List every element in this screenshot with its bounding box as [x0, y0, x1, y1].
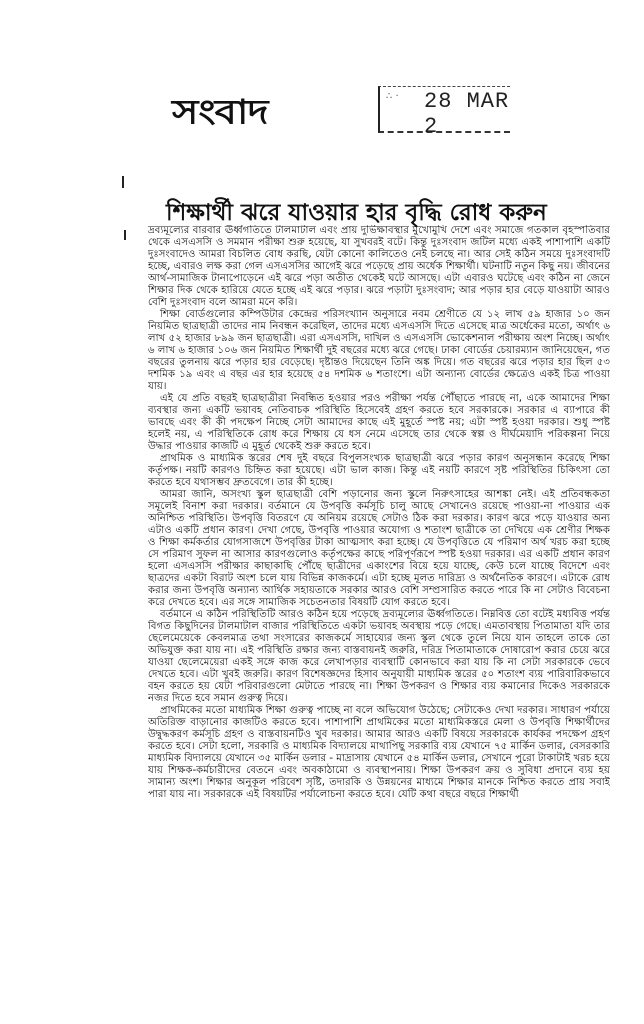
- paragraph: দ্রব্যমূল্যের বারবার ঊর্ধ্বগতিতে টালমাটাল এবং প্রায় দুর্ভিক্ষাবস্থার মুখোমুখি দেশে এবং সমাজে গতকাল বৃহস্পতিবার থেকে এসএসসি ও সমমান পরীক্ষা শুরু হয়েছে, যা সুখবরই বটে। কিন্তু দুঃসংবাদ জটিল মধ্যে একই পাশাপাশি একটি দুঃসংবাদেও আমরা বিচলিত বোধ করছি, যেটা কোনো কালিতেও নেই চলছে না। আর সেই কঠিন সময়ে দুঃসংবাদটি হচ্ছে, এবারও লক্ষ করা গেল এসএসসির আগেই ঝরে পড়েছে প্রায় অর্ধেক শিক্ষার্থী। ঘটনাটি নতুন কিছু নয়। জীবনের আর্থ-সামাজিক টানাপোড়েনে এই ঝরে পড়া অতীত থেকেই ঘটে আসছে। এটা এবারও ঘটেছে এবং কঠিন না জেনে শিক্ষার দিক থেকে হারিয়ে যেতে হচ্ছে এই ঝরে পড়ার। ঝরে পড়াটা দুঃসংবাদ; আর পড়ার হার বেড়ে যাওয়াটা আরও বেশি দুঃসংবাদ বলে আমরা মনে করি।: [148, 225, 610, 308]
- article-body: [148, 225, 610, 887]
- newspaper-masthead: সংবাদ: [172, 92, 268, 132]
- paragraph: প্রাথমিকের মতো মাধ্যমিক শিক্ষা গুরুত্ব পাচ্ছে না বলে অভিযোগ উঠেছে; সেটাকেও দেখা দরকার। সাধারণ পর্যায়ে অতিরিক্ত বাড়ানোর কাজটিও করতে হবে। পাশাপাশি প্রাথমিকের মতো মাধ্যমিকস্তরে মেলা ও উপবৃত্তি শিক্ষার্থীদের উদ্বুদ্ধকরণ কর্মসূচি গ্রহণ ও বাস্তবায়নটিও খুব দরকার। আমার আরও একটি বিষয়ে সরকারকে কার্যকর পদক্ষেপ গ্রহণ করতে হবে। সেটা হলো, সরকারি ও মাধ্যমিক বিদ্যালয়ে মাথাপিছু সরকারি ব্যয় যেখানে ৭৫ মার্কিন ডলার, বেসরকারি মাধ্যমিক বিদ্যালয়ে যেখানে ৩৫ মার্কিন ডলার - মাদ্রাসায় যেখানে ৫৪ মার্কিন ডলার, সেখানে পুরো টাকাটাই খরচ হয়ে যায় শিক্ষক-কর্মচারীদের বেতনে এবং অবকাঠামো ও ব্যবস্থাপনায়। শিক্ষা উপকরণ ক্রয় ও সুবিধা প্রদানে ব্যয় হয় সামান্য অংশ। শিক্ষার অনুকূল পরিবেশ সৃষ্টি, তদারকি ও উন্নয়নের মাধ্যমে শিক্ষার মানকে নিশ্চিত করতে প্রায় সবাই পারা যায় না। সরকারকে এই বিষয়টির পর্যালোচনা করতে হবে। যেটি কথা বছরে বছরে শিক্ষার্থী: [148, 705, 610, 800]
- paragraph: আমরা জানি, অসংখ্য স্কুল ছাত্রছাত্রী বেশি পড়ানোর জন্য স্কুলে নিরুৎসাহের আশঙ্কা নেই। এই প্রতিবন্ধকতা সমূলেই বিনাশ করা দরকার। বর্তমানে যে উপবৃত্তি কর্মসূচি চালু আছে সেখানেও রয়েছে পাওয়া-না পাওয়ার এক অনিশ্চিত পরিস্থিতি। উপবৃত্তি বিতরণে যে অনিয়ম রয়েছে সেটাও ঠিক করা দরকার। কারণ ঝরে পড়ে যাওয়ার অন্য এটাও একটি প্রধান কারণ। দেখা গেছে, উপবৃত্তি পাওয়ার অযোগ্য ও শতাংশ ছাত্রীকে তা দেখিয়ে এক শ্রেণীর শিক্ষক ও শিক্ষা কর্মকর্তার যোগসাজশে উপবৃত্তির টাকা আত্মসাৎ করা হচ্ছে। যে উপবৃত্তিতে যে পরিমাণ অর্থ খরচ করা হচ্ছে সে পরিমাণ সুফল না আসার কারণগুলোও কর্তৃপক্ষের কাছে পরিপূর্ণরূপে স্পষ্ট হওয়া দরকার। এর একটি প্রধান কারণ হলো এসএসসি পরীক্ষার কাছাকাছি পৌঁছে ছাত্রীদের একাংশের বিয়ে হয়ে যাচ্ছে, কেউ চলে যাচ্ছে বিদেশে এবং ছাত্রদের একটা বিরাট অংশ চলে যায় বিভিন্ন কাজকর্মে। এটা হচ্ছে মূলত দারিদ্র্য ও অর্থনৈতিক কারণে। এটাকে রোধ করার জন্য উপবৃত্তি অন্যান্য আর্থিক সহায়তাকে সরকার আরও বেশি সম্প্রসারিত করতে পারে কি না সেটাও বিবেচনা করে দেখতে হবে। এর সঙ্গে সামাজিক সচেতনতার বিষয়টি যোগ করতে হবে।: [148, 489, 610, 608]
- paragraph: এই যে প্রতি বছরই ছাত্রছাত্রীরা নিবন্ধিত হওয়ার পরও পরীক্ষা পর্যন্ত পৌঁছাতে পারছে না, একে আমাদের শিক্ষা ব্যবস্থার জন্য একটি ভয়াবহ নেতিবাচক পরিস্থিতি হিসেবেই গ্রহণ করতে হবে সরকারকে। সরকার এ ব্যাপারে কী ভাবছে এবং কী কী পদক্ষেপ নিচ্ছে সেটা আমাদের কাছে এই মুহূর্তে স্পষ্ট নয়; এটা স্পষ্ট হওয়া দরকার। শুধু স্পষ্ট হলেই নয়, এ পরিস্থিতিকে রোধ করে শিক্ষায় যে ধস নেমে এসেছে তার থেকে স্বল্প ও দীর্ঘমেয়াদি পরিকল্পনা নিয়ে উদ্ধার পাওয়ার কাজটি এ মুহূর্ত থেকেই শুরু করতে হবে।: [148, 393, 610, 452]
- stamp-smudge: ∴ ·: [386, 91, 399, 102]
- margin-mark: [122, 176, 124, 188]
- paragraph: প্রাথমিক ও মাধ্যমিক স্তরের শেষ দুই বছরে বিপুলসংখ্যক ছাত্রছাত্রী ঝরে পড়ার কারণ অনুসন্ধান করেছে শিক্ষা কর্তৃপক্ষ। নয়টি কারণও চিহ্নিত করা হয়েছে। এটা ভাল কাজ। কিন্তু এই নয়টি কারণে সৃষ্ট পরিস্থিতির চিকিৎসা তো করতে হবে যথাসম্ভব দ্রুতবেগে। তার কী হচ্ছে।: [148, 453, 610, 488]
- stamp-date: 28 MAR 2: [424, 89, 510, 139]
- date-stamp: [378, 86, 510, 139]
- paragraph: শিক্ষা বোর্ডগুলোর কম্পিউটার কেন্দ্রের পরিসংখ্যান অনুসারে নবম শ্রেণীতে যে ১২ লাখ ৫৯ হাজার ১০ জন নিয়মিত ছাত্রছাত্রী তাদের নাম নিবন্ধন করেছিল, তাদের মধ্যে এসএসসি দিতে এসেছে মাত্র অর্ধেকের মতো, অর্থাৎ ৬ লাখ ৫২ হাজার ৮৯৯ জন ছাত্রছাত্রী। এরা এসএসসি, দাখিল ও এসএসসি ভোকেশনাল পরীক্ষায় অংশ নিচ্ছে। অর্থাৎ ৬ লাখ ৬ হাজার ১০৬ জন নিয়মিত শিক্ষার্থী দুই বছরের মধ্যে ঝরে গেছে। ঢাকা বোর্ডের চেয়ারম্যান জানিয়েছেন, গত বছরের তুলনায় ঝরে পড়ার হার বেড়েছে। দৃষ্টান্তও দিয়েছেন তিনি অঙ্ক দিয়ে। গত বছরের ঝরে পড়ার হার ছিল ৫৩ দশমিক ১৯ এবং এ বছর এর হার হয়েছে ৫৪ দশমিক ৬ শতাংশে। এটা অন্যান্য বোর্ডের ক্ষেত্রেও একই চিত্র পাওয়া যায়।: [148, 309, 610, 392]
- paragraph: বর্তমানে এ কঠিন পরিস্থিতিটি আরও কঠিন হয়ে পড়েছে দ্রব্যমূল্যের ঊর্ধ্বগতিতে। নিম্নবিত্ত তো বটেই মধ্যবিত্ত পর্যন্ত বিগত কিছুদিনের টালমাটাল বাজার পরিস্থিতিতে একটা ভয়াবহ অবস্থায় পড়ে গেছে। এমতাবস্থায় পিতামাতা যদি তার ছেলেমেয়েকে কেবলমাত্র তথা সংসারের কাজকর্মে সাহায্যের জন্য স্কুল থেকে তুলে নিয়ে যান তাহলে তাকে তো অভিযুক্ত করা যায় না। এই পরিস্থিতি রক্ষার জন্য বাস্তবায়নই জরুরি, দরিদ্র পিতামাতাকে দোষারোপ করার চেয়ে ঝরে যাওয়া ছেলেমেয়েরা একই সঙ্গে কাজ করে লেখাপড়ার ব্যবস্থাটি কোনভাবে করা যায় কি না সেটা সরকারকে ভেবে দেখতে হবে। এটা খুবই জরুরি। কারণ বিশেষজ্ঞদের হিসাব অনুযায়ী মাধ্যমিক স্তরের ৫০ শতাংশ ব্যয় পারিবারিকভাবে বহন করতে হয় যেটা পরিবারগুলো মেটাতে পারছে না। শিক্ষা উপকরণ ও শিক্ষার ব্যয় কমানোর দিকেও সরকারকে নজর দিতে হবে সমান গুরুত্ব দিয়ে।: [148, 609, 610, 704]
- margin-mark: [124, 230, 126, 240]
- headline: শিক্ষার্থী ঝরে যাওয়ার হার বৃদ্ধি রোধ করুন: [166, 200, 547, 226]
